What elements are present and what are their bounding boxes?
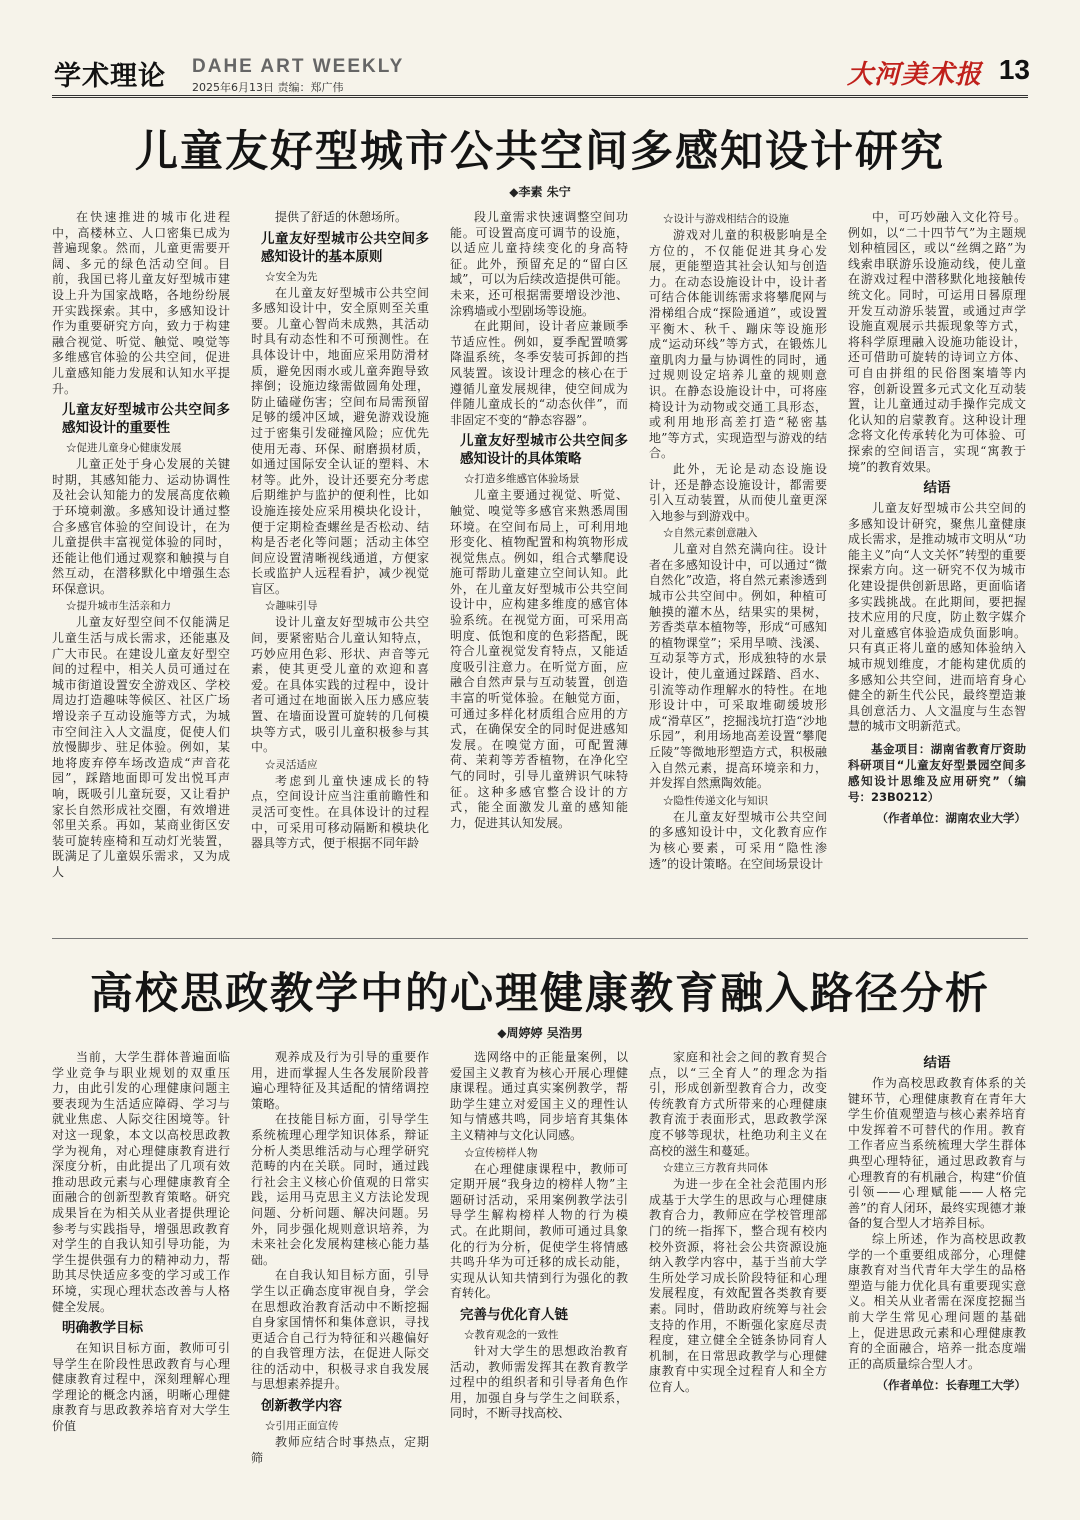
paragraph: 在心理健康课程中，教师可定期开展“我身边的榜样人物”主题研讨活动，采用案例教学法引导学生解构榜样人物的行为模式。在此期间，教师可通过具象化的行为分析，促使学生将情感共鸣升华为可迁移的成长动能，实现从认知共情到行为强化的教育转化。 bbox=[450, 1161, 628, 1301]
paragraph: 儿童对自然充满向往。设计者在多感知设计中，可以通过“微自然化”改造，将自然元素渗透到城市公共空间中。例如，种植可触摸的灌木丛，结果实的果树，芳香类草本植物等，形成“可感知的植物课堂”；采用旱喷、浅溪、互动泵等方式，形成独特的水景设计，使儿童通过踩踏、舀水、引流等动作理解水的特性。在地形设计中，可采取堆砌缓坡形成“滑草区”，挖掘浅坑打造“沙地乐园”，利用场地高差设置“攀爬丘陵”等微地形塑造方式，积极融入自然元素，提高环境亲和力，并发挥自然熏陶效能。 bbox=[649, 542, 827, 791]
article2-title: 高校思政教学中的心理健康教育融入路径分析 bbox=[90, 969, 990, 1019]
paragraph: 设计儿童友好型城市公共空间，要紧密贴合儿童认知特点，巧妙应用色彩、形状、声音等元素，使其更受儿童的欢迎和喜爱。在具体实践的过程中，设计者可通过在地面嵌入压力感应装置、在墙面设置可旋转的几何模块等方式，吸引儿童积极参与其中。 bbox=[251, 615, 429, 755]
section-heading: 儿童友好型城市公共空间多感知设计的重要性 bbox=[62, 402, 230, 437]
author-affiliation: （作者单位：长春理工大学） bbox=[876, 1378, 1026, 1393]
article1-title: 儿童友好型城市公共空间多感知设计研究 bbox=[135, 127, 945, 177]
subsection-heading: ☆建立三方教育共同体 bbox=[663, 1162, 768, 1175]
subsection-heading: ☆灵活适应 bbox=[265, 758, 318, 771]
article1-column-3 bbox=[450, 210, 628, 928]
paragraph: 家庭和社会之间的教育契合点，以“三全育人”的理念为指引，形成创新型教育合力，改变传统教育方式所带来的心理健康教育流于表面形式，思政教学深度不够等现状，杜绝功利主义在高校的滋生和蔓延。 bbox=[649, 1050, 827, 1158]
subsection-heading: ☆隐性传递文化与知识 bbox=[663, 794, 768, 807]
paragraph: 在技能目标方面，引导学生系统梳理心理学知识体系，辩证分析人类思维活动与心理学研究范畴的内在关联。同时，通过践行社会主义核心价值观的日常实践，运用马克思主义方法论发现问题、分析问题、解决问题。另外，同步强化规则意识培养，为未来社会化发展构建核心能力基础。 bbox=[251, 1112, 429, 1267]
paragraph: 在儿童友好型城市公共空间的多感知设计中，文化教育应作为核心要素，可采用“隐性渗透”的设计策略。在空间场景设计 bbox=[649, 809, 827, 871]
paragraph: 儿童正处于身心发展的关键时期，其感知能力、运动协调性及社会认知能力的发展高度依赖于环境刺激。多感知设计通过整合多感官体验的空间设计，在为儿童提供丰富视觉体验的同时，还能让他们通过观察和触摸与自然互动，在潜移默化中增强生态环保意识。 bbox=[52, 457, 230, 596]
article2-byline: ◆周婷婷 吴浩男 bbox=[497, 1026, 583, 1040]
fund-note: 基金项目：湖南省教育厅资助科研项目“儿童友好型景园空间多感知设计思维及应用研究”（编号：23B0212） bbox=[848, 742, 1026, 804]
section-heading: 完善与优化育人链 bbox=[460, 1306, 568, 1323]
subsection-heading: ☆安全为先 bbox=[265, 270, 318, 283]
paragraph: 作为高校思政教育体系的关键环节，心理健康教育在青年大学生价值观塑造与核心素养培育中发挥着不可替代的作用。教育工作者应当系统梳理大学生群体典型心理特征，通过思政教育与心理教育的有机融合，构建“价值引领——心理赋能——人格完善”的育人闭环，最终实现德才兼备的复合型人才培养目标。 bbox=[848, 1076, 1026, 1231]
section-name: 学术理论 bbox=[54, 61, 166, 92]
subsection-heading: ☆引用正面宣传 bbox=[265, 1420, 339, 1433]
paragraph: 段儿童需求快速调整空间功能。可设置高度可调节的设施，以适应儿童持续变化的身高特征。此外，预留充足的“留白区域”，可以为后续改造提供可能。未来，还可根据需要增设沙池、涂鸦墙或小型剧场等设施。 bbox=[450, 210, 628, 318]
paragraph: 此外，无论是动态设施设计，还是静态设施设计，都需要引入互动装置，从而使儿童更深入地参与到游戏中。 bbox=[649, 461, 827, 523]
paragraph: 综上所述，作为高校思政教学的一个重要组成部分，心理健康教育对当代青年大学生的品格塑造与能力优化具有重要现实意义。相关从业者需在深度挖掘当前大学生常见心理问题的基础上，促进思政元素和心理健康教育的全面融合，培养一批态度端正的高质量综合型人才。 bbox=[848, 1231, 1026, 1371]
section-heading: 创新教学内容 bbox=[261, 1398, 342, 1415]
page-number: 13 bbox=[998, 54, 1030, 85]
paragraph: 中，可巧妙融入文化符号。例如，以“二十四节气”为主题规划种植园区，或以“丝绸之路”为线索串联游乐设施动线，使儿童在游戏过程中潜移默化地接触传统文化。同时，可运用日晷原理开发互动游乐装置，或通过声学设施直观展示共振现象等方式，将科学原理融入设施功能设计，还可借助可旋转的诗词立方体、可自由拼组的民俗图案墙等内容，创新设置多元式文化互动装置，让儿童通过动手操作完成文化认知的启蒙教育。这种设计理念将文化传承转化为可体验、可探索的空间语言，实现“寓教于境”的教育效果。 bbox=[848, 210, 1026, 474]
paragraph: 游戏对儿童的积极影响是全方位的，不仅能促进其身心发展，更能塑造其社会认知与创造力。在动态设施设计中，设计者可结合体能训练需求将攀爬网与滑梯组合成“探险通道”，或设置平衡木、秋千、蹦床等设施形成“运动环线”等方式，在锻炼儿童肌肉力量与协调性的同时，通过规则设定培养儿童的规则意识。在静态设施设计中，可将座椅设计为动物或交通工具形态，或利用地形高差打造“秘密基地”等方式，实现造型与游戏的结合。 bbox=[649, 228, 827, 461]
subsection-heading: ☆促进儿童身心健康发展 bbox=[66, 442, 182, 455]
subsection-heading: ☆教育观念的一致性 bbox=[464, 1328, 559, 1341]
paragraph: 在自我认知目标方面，引导学生以正确态度审视自身，学会在思想政治教育活动中不断挖掘自身家国情怀和集体意识，寻找更适合自己行为特征和兴趣偏好的自我管理方法，在促进人际交往的活动中，积极寻求自我发展与思想素养提升。 bbox=[251, 1268, 429, 1392]
paragraph: 在儿童友好型城市公共空间多感知设计中，安全原则至关重要。儿童心智尚未成熟，其活动时具有动态性和不可预测性。在具体设计中，地面应采用防滑材质，避免因雨水或儿童奔跑导致摔倒；设施边缘需做圆角处理，防止磕碰伤害；空间布局需预留足够的缓冲区域，避免游戏设施过于密集引发碰撞风险；应优先使用无毒、环保、耐磨损材质，如通过国际安全认证的塑料、木材等。此外，设计还要充分考虑后期维护与监护的便利性，比如设施连接处应采用模块化设计，便于定期检查螺丝是否松动、结构是否老化等问题；活动主体空间应设置清晰视线通道，方便家长或监护人远程看护，减少视觉盲区。 bbox=[251, 285, 429, 596]
section-heading: 结语 bbox=[923, 1055, 951, 1071]
weekly-english-name: DAHE ART WEEKLY bbox=[192, 56, 405, 77]
paragraph: 选网络中的正能量案例，以爱国主义教育为核心开展心理健康课程。通过真实案例教学，帮助学生建立对爱国主义的理性认知与情感共鸣，同步培育其集体主义精神与文化认同感。 bbox=[450, 1050, 628, 1142]
article1-column-5 bbox=[848, 210, 1026, 928]
paragraph: 提供了舒适的休憩场所。 bbox=[275, 210, 408, 224]
article-separator bbox=[52, 938, 1028, 939]
paragraph: 当前，大学生群体普遍面临学业竞争与职业规划的双重压力，由此引发的心理健康问题主要表现为生活适应障碍、学习与就业焦虑、人际交往困境等。针对这一现象，本文以高校思政教学为视角，对心理健康教育进行深度分析，由此提出了几项有效推动思政元素与心理健康教育全面融合的创新型教育策略。研究成果旨在为相关从业者提供理论参考与实践指导，增强思政教育对学生的自我认知引导功能，为学生提供强有力的精神动力，帮助其尽快适应多变的学习或工作环境，实现心理状态改善与人格健全发展。 bbox=[52, 1050, 230, 1314]
section-heading: 儿童友好型城市公共空间多感知设计的具体策略 bbox=[460, 433, 628, 468]
subsection-heading: ☆打造多维感官体验场景 bbox=[464, 473, 580, 486]
paragraph: 在此期间，设计者应兼顾季节适应性。例如，夏季配置喷雾降温系统，冬季安装可拆卸的挡风装置。该设计理念的核心在于遵循儿童发展规律，使空间成为伴随儿童成长的“动态伙伴”，而非固定不变的“静态容器”。 bbox=[450, 319, 628, 427]
article1-column-2 bbox=[251, 210, 429, 928]
section-heading: 明确教学目标 bbox=[62, 1320, 143, 1337]
paragraph: 在知识目标方面，教师可引导学生在阶段性思政教育与心理健康教育过程中，深刻理解心理学理论的概念内涵，明晰心理健康教育与思政教养培育对大学生价值 bbox=[52, 1341, 230, 1434]
paragraph: 观养成及行为引导的重要作用，进而掌握人生各发展阶段普遍心理特征及其适配的情绪调控策略。 bbox=[251, 1050, 429, 1111]
section-heading: 结语 bbox=[923, 480, 951, 497]
paragraph: 儿童友好型城市公共空间的多感知设计研究，聚焦儿童健康成长需求，是推动城市文明从“功能主义”向“人文关怀”转型的重要探索方向。这一研究不仅为城市化建设提供创新思路，更面临诸多实践挑战。在此期间，要把握技术应用的尺度，防止数字媒介对儿童感官体验造成负面影响。只有真正将儿童的感知体验纳入城市规划维度，才能构建优质的多感知公共空间，进而培育身心健全的新生代公民，最终塑造兼具创意活力、人文温度与生态智慧的城市文明新范式。 bbox=[848, 501, 1026, 734]
article2-column-3 bbox=[450, 1050, 628, 1475]
header-rule bbox=[52, 95, 1028, 98]
paragraph: 教师应结合时事热点，定期筛 bbox=[251, 1435, 429, 1465]
paragraph: 考虑到儿童快速成长的特点，空间设计应当注重前瞻性和灵活可变性。在具体设计的过程中，可采用可移动隔断和模块化器具等方式，便于根据不同年龄 bbox=[251, 773, 429, 851]
subsection-heading: ☆提升城市生活亲和力 bbox=[66, 600, 171, 613]
article1-column-1 bbox=[52, 210, 230, 928]
article1-column-4 bbox=[649, 210, 827, 928]
subsection-heading: ☆设计与游戏相结合的设施 bbox=[663, 213, 789, 225]
article1-byline: ◆李素 朱宁 bbox=[509, 185, 571, 199]
section-heading: 儿童友好型城市公共空间多感知设计的基本原则 bbox=[261, 230, 429, 265]
subsection-heading: ☆宣传榜样人物 bbox=[464, 1146, 538, 1159]
paragraph: 儿童主要通过视觉、听觉、触觉、嗅觉等多感官来熟悉周围环境。在空间布局上，可利用地形变化、植物配置和构筑物形成视觉焦点。例如，组合式攀爬设施可帮助儿童建立空间认知。此外，在儿童友好型城市公共空间设计中，应构建多维度的感官体验系统。在视觉方面，可采用高明度、低饱和度的色彩搭配，既符合儿童视觉发育特点，又能适度吸引注意力。在听觉方面，应融合自然声景与互动装置，创造丰富的听觉体验。在触觉方面，可通过多样化材质组合应用的方式，在确保安全的同时促进感知发展。在嗅觉方面，可配置薄荷、茉莉等芳香植物，在净化空气的同时，引导儿童辨识气味特征。这种多感官整合设计的方式，能全面激发儿童的感知能力，促进其认知发展。 bbox=[450, 488, 628, 830]
author-affiliation: （作者单位：湖南农业大学） bbox=[876, 811, 1026, 825]
page-header bbox=[52, 52, 1032, 96]
paragraph: 为进一步在全社会范围内形成基于大学生的思政与心理健康教育合力，教师应在学校管理部门的统一指挥下，整合现有校内校外资源，将社会公共资源设施纳入教学内容中，基于当前大学生所处学习成长阶段特征和心理发展程度，有效配置各类教育要素。同时，借助政府统筹与社会支持的作用，不断强化家庭尽责程度，建立健全全链条协同育人机制，在日常思政教学与心理健康教育中实现全过程育人和全方位育人。 bbox=[649, 1177, 827, 1394]
article2-column-5 bbox=[848, 1050, 1026, 1475]
paragraph: 在快速推进的城市化进程中，高楼林立、人口密集已成为普遍现象。然而，儿童更需要开阔、多元的绿色活动空间。目前，我国已将儿童友好型城市建设上升为国家战略，各地纷纷展开实践探索。其中，多感知设计作为重要研究方向，致力于构建融合视觉、听觉、触觉、嗅觉等多维感官体验的公共空间，促进儿童感知能力发展和认知水平提升。 bbox=[52, 210, 230, 396]
paragraph: 针对大学生的思想政治教育活动，教师需发挥其在教育教学过程中的组织者和引导者角色作用，加强自身与学生之间联系，同时，不断寻找高校、 bbox=[450, 1343, 628, 1421]
paragraph: 儿童友好型空间不仅能满足儿童生活与成长需求，还能惠及广大市民。在建设儿童友好型空间的过程中，相关人员可通过在城市街道设置安全游戏区、学校周边打造趣味等候区、社区广场增设亲子互动设施等方式，为城市空间注入人文温度，促使人们放慢脚步、驻足体验。例如，某地将废弃停车场改造成“声音花园”，踩踏地面即可发出悦耳声响，既吸引儿童玩耍，又让看护家长自然形成社交圈，有效增进邻里关系。再如，某商业街区安装可旋转座椅和互动灯光装置，既满足了儿童娱乐需求，又为成人 bbox=[52, 615, 230, 879]
brand-logo: 大河美术报 bbox=[846, 60, 982, 90]
article2-column-4 bbox=[649, 1050, 827, 1475]
subsection-heading: ☆自然元素创意融入 bbox=[663, 527, 758, 540]
issue-date-editor: 2025年6月13日 责编：郑广伟 bbox=[192, 81, 344, 94]
subsection-heading: ☆趣味引导 bbox=[265, 600, 318, 613]
article2-column-2 bbox=[251, 1050, 429, 1475]
article2-column-1 bbox=[52, 1050, 230, 1475]
